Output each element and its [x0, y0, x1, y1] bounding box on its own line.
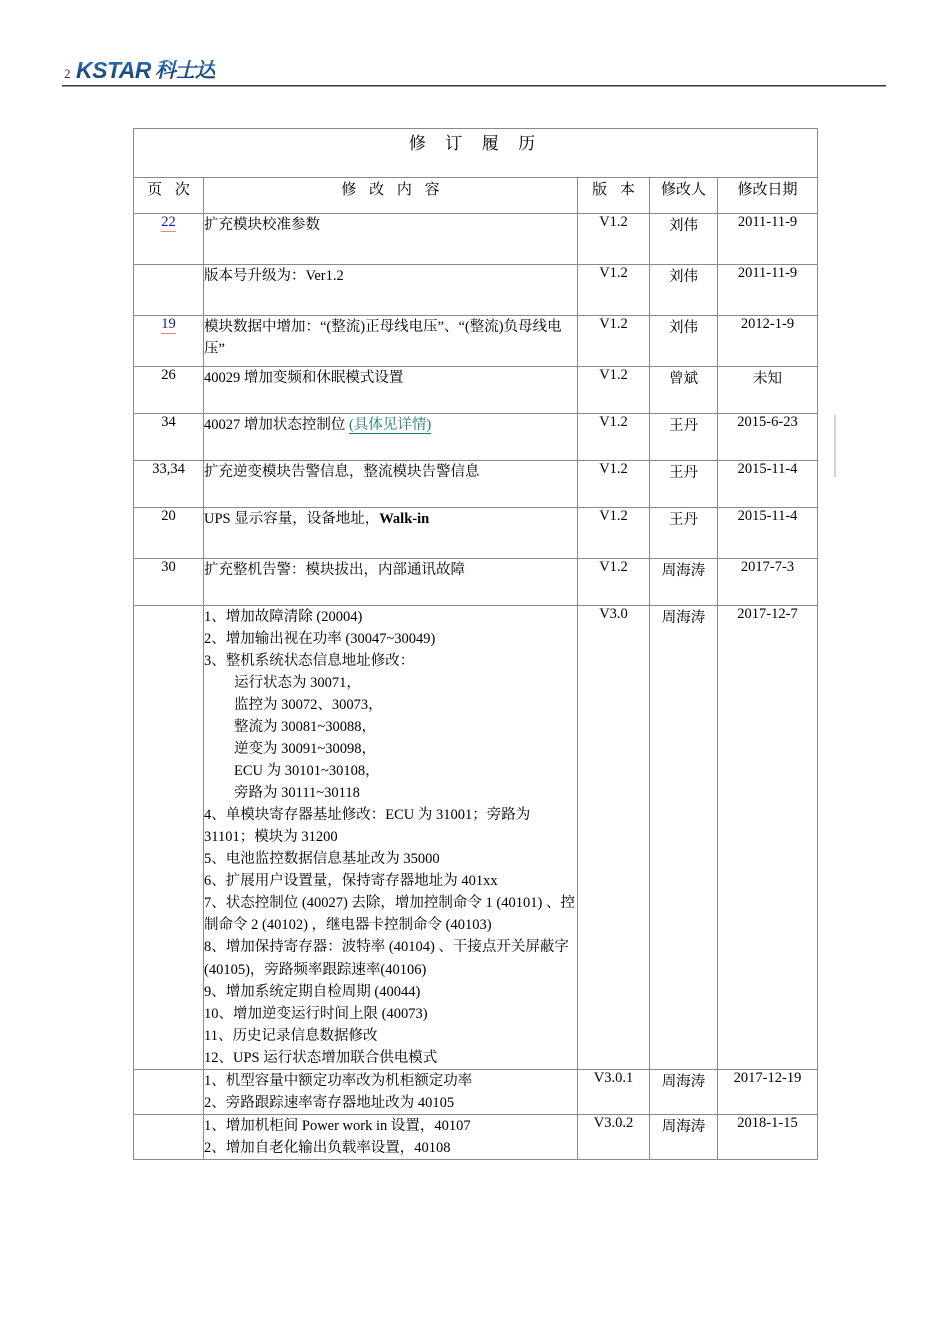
description-line: 10、增加逆变运行时间上限 (40073): [204, 1005, 428, 1022]
revision-change-bar: [834, 415, 836, 477]
description-line: 5、电池监控数据信息基址改为 35000: [204, 851, 440, 868]
cell-author: 王丹: [650, 508, 718, 559]
page-header: [0, 0, 950, 95]
table-row: [134, 1114, 818, 1159]
cell-version: V3.0.2: [578, 1114, 650, 1159]
table-header-row: [134, 178, 818, 214]
cell-author: 周海涛: [650, 559, 718, 606]
cell-date: 2015-11-4: [718, 461, 818, 508]
column-header-version: 版 本: [578, 178, 650, 214]
description-text: 扩充整机告警：模块拔出，内部通讯故障: [204, 562, 465, 578]
cell-version: V3.0: [578, 606, 650, 1070]
cell-description: [204, 606, 578, 1070]
cell-date: 2017-7-3: [718, 559, 818, 606]
cell-page-number: [134, 1114, 204, 1159]
table-title: 修 订 履 历: [134, 129, 818, 178]
cell-description: [204, 508, 578, 559]
table-row: [134, 606, 818, 1070]
table-title-row: [134, 129, 818, 178]
table-row: [134, 414, 818, 461]
page-link[interactable]: 19: [161, 316, 176, 332]
cell-author: 王丹: [650, 461, 718, 508]
description-line: 8、增加保持寄存器：波特率 (40104) 、干接点开关屏蔽字(40105)，旁路频率跟踪速率(40106): [204, 939, 569, 978]
description-text: 扩充模块校准参数: [204, 217, 320, 233]
table-row: [134, 214, 818, 265]
cell-date: 2015-11-4: [718, 508, 818, 559]
logo-chinese-text: 科士达: [155, 57, 216, 82]
column-header-author: 修改人: [650, 178, 718, 214]
cell-page-number: 30: [134, 559, 204, 606]
column-header-date: 修改日期: [718, 178, 818, 214]
cell-version: V1.2: [578, 508, 650, 559]
cell-author: 刘伟: [650, 316, 718, 367]
cell-description: [204, 265, 578, 316]
kstar-logo: [76, 57, 215, 83]
cell-version: V1.2: [578, 461, 650, 508]
description-line: 1、机型容量中额定功率改为机柜额定功率: [204, 1072, 473, 1089]
cell-page-number: 20: [134, 508, 204, 559]
description-text: 扩充逆变模块告警信息，整流模块告警信息: [204, 464, 480, 480]
description-line: 9、增加系统定期自检周期 (40044): [204, 983, 421, 1000]
cell-date: 2011-11-9: [718, 265, 818, 316]
cell-description: [204, 461, 578, 508]
cell-description: [204, 1114, 578, 1159]
description-line: 12、UPS 运行状态增加联合供电模式: [204, 1049, 438, 1066]
cell-version: V1.2: [578, 559, 650, 606]
table-row: [134, 508, 818, 559]
description-line: 2、增加自老化输出负载率设置，40108: [204, 1139, 451, 1156]
description-line: 整流为 30081~30088，: [234, 719, 376, 736]
table-row: [134, 1069, 818, 1114]
description-line: 1、增加机柜间 Power work in 设置，40107: [204, 1117, 471, 1134]
table-row: [134, 316, 818, 367]
cell-description: [204, 214, 578, 265]
cell-author: 刘伟: [650, 214, 718, 265]
cell-author: 王丹: [650, 414, 718, 461]
cell-page-number: 26: [134, 367, 204, 414]
cell-page-number: [134, 214, 204, 265]
cell-description: [204, 367, 578, 414]
cell-date: 2017-12-19: [718, 1069, 818, 1114]
cell-version: V1.2: [578, 414, 650, 461]
cell-author: 周海涛: [650, 1114, 718, 1159]
cell-page-number: [134, 265, 204, 316]
cell-version: V1.2: [578, 214, 650, 265]
description-line: 2、增加输出视在功率 (30047~30049): [204, 631, 436, 648]
description-line: 6、扩展用户设置量，保持寄存器地址为 401xx: [204, 873, 498, 890]
revision-history-table: [133, 128, 818, 1160]
cell-page-number: 34: [134, 414, 204, 461]
description-text: UPS 显示容量，设备地址，: [204, 511, 380, 527]
description-line: ECU 为 30101~30108，: [234, 763, 380, 780]
cell-page-number: [134, 1069, 204, 1114]
column-header-page: 页 次: [134, 178, 204, 214]
description-line: 7、状态控制位 (40027) 去除，增加控制命令 1 (40101) 、控制命令 2 (40102) ，继电器卡控制命令 (40103): [204, 895, 575, 934]
table-row: [134, 559, 818, 606]
cell-author: 周海涛: [650, 1069, 718, 1114]
description-text: 40029 增加变频和休眠模式设置: [204, 370, 404, 386]
description-text: 版本号升级为：Ver1.2: [204, 268, 344, 284]
page-link[interactable]: 22: [161, 214, 176, 230]
cell-version: V3.0.1: [578, 1069, 650, 1114]
cell-date: 2017-12-7: [718, 606, 818, 1070]
description-line: 逆变为 30091~30098，: [234, 741, 376, 758]
cell-author: 刘伟: [650, 265, 718, 316]
cell-author: 曾斌: [650, 367, 718, 414]
description-text: 模块数据中增加：“(整流)正母线电压”、“(整流)负母线电压”: [204, 319, 562, 358]
cell-description: [204, 559, 578, 606]
cell-version: V1.2: [578, 316, 650, 367]
table-row: [134, 461, 818, 508]
description-line: 运行状态为 30071，: [234, 675, 361, 692]
cell-page-number: [134, 606, 204, 1070]
description-line: 1、增加故障清除 (20004): [204, 609, 363, 625]
cell-date: 2012-1-9: [718, 316, 818, 367]
logo-latin-text: KSTAR: [76, 56, 152, 83]
cell-date: 2018-1-15: [718, 1114, 818, 1159]
description-line: 2、旁路跟踪速率寄存器地址改为 40105: [204, 1094, 455, 1111]
description-line: 3、整机系统状态信息地址修改：: [204, 653, 415, 670]
cell-date: 未知: [718, 367, 818, 414]
description-line: 11、历史记录信息数据修改: [204, 1027, 378, 1044]
table-row: [134, 367, 818, 414]
cell-version: V1.2: [578, 367, 650, 414]
cell-date: 2011-11-9: [718, 214, 818, 265]
table-row: [134, 265, 818, 316]
description-line: 监控为 30072、30073，: [234, 697, 383, 714]
description-line: 4、单模块寄存器基址修改：ECU 为 31001；旁路为 31101；模块为 31200: [204, 807, 534, 846]
cell-page-number: [134, 316, 204, 367]
detail-link[interactable]: (具体见详情): [349, 417, 432, 433]
cell-date: 2015-6-23: [718, 414, 818, 461]
cell-author: 周海涛: [650, 606, 718, 1070]
description-emphasis: Walk-in: [379, 511, 430, 527]
cell-description: [204, 1069, 578, 1114]
page-number: 2: [64, 66, 71, 81]
cell-description: [204, 414, 578, 461]
cell-version: V1.2: [578, 265, 650, 316]
header-divider: [62, 85, 886, 87]
description-line: 旁路为 30111~30118: [234, 785, 360, 802]
cell-page-number: 33,34: [134, 461, 204, 508]
column-header-description: 修 改 内 容: [204, 178, 578, 214]
cell-description: [204, 316, 578, 367]
description-text: 40027 增加状态控制位: [204, 417, 346, 433]
